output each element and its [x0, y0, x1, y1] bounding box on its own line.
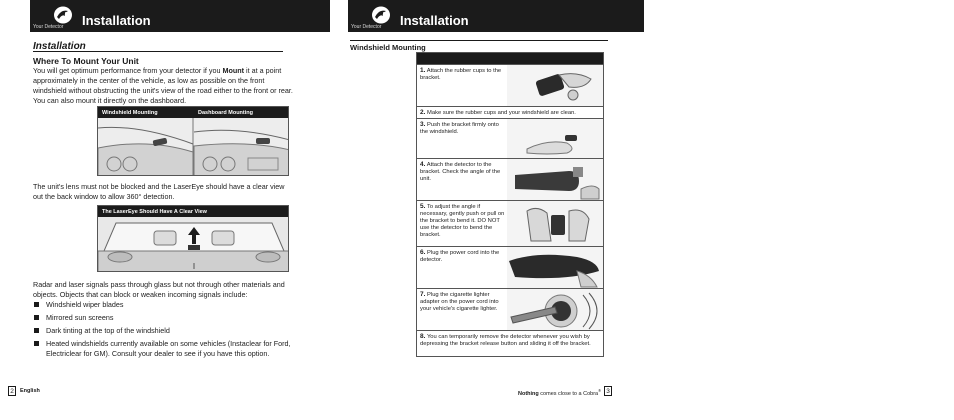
- cobra-logo-icon: [52, 5, 74, 25]
- footer-slogan: Nothing comes close to a Cobra®: [518, 388, 602, 397]
- header-title: Installation: [400, 13, 469, 28]
- square-bullet-icon: [34, 302, 39, 307]
- step-illustration: [507, 201, 603, 247]
- square-bullet-icon: [34, 315, 39, 320]
- steps-header-bar: [417, 53, 603, 64]
- step-illustration: [507, 65, 603, 107]
- section-divider: [33, 51, 283, 52]
- intro-paragraph: You will get optimum performance from your detector if you Mount it at a point approximately in the center of the vehicle, as low as possible on the front windshield without obstructing the unit's view of the road either to the front or rear. You can also mount it directly on the dashboard.: [33, 66, 293, 105]
- list-item: Windshield wiper blades: [34, 300, 296, 310]
- right-page: [348, 0, 664, 420]
- section-divider: [350, 40, 608, 41]
- step-row: 1. Attach the rubber cups to the bracket.: [417, 64, 603, 106]
- figure-header: [98, 206, 288, 217]
- header-title: Installation: [82, 13, 151, 28]
- step-illustration: [507, 159, 603, 201]
- clear-view-figure: [97, 205, 289, 272]
- list-item: Mirrored sun screens: [34, 313, 296, 323]
- step-illustration: [507, 247, 603, 289]
- car-interior-illustration: [98, 217, 289, 272]
- list-item: Dark tinting at the top of the windshield: [34, 326, 296, 336]
- figure-label-clear-view: The LaserEye Should Have A Clear View: [102, 208, 207, 215]
- step-row: 6. Plug the power cord into the detector.: [417, 246, 603, 288]
- square-bullet-icon: [34, 328, 39, 333]
- step-row: 7. Plug the cigarette lighter adapter on the power cord into your vehicle's cigarette lighter.: [417, 288, 603, 330]
- lens-paragraph: The unit's lens must not be blocked and the LaserEye should have a clear view out the back window to allow 360° detection.: [33, 182, 285, 201]
- section-title: Windshield Mounting: [350, 43, 426, 52]
- footer-language: English: [20, 388, 40, 394]
- left-page: [10, 0, 346, 420]
- page-header: [30, 0, 330, 32]
- cobra-logo-icon: [370, 5, 392, 25]
- page-number: 2: [8, 386, 16, 396]
- obstruction-list: [34, 300, 296, 362]
- subheading: Where To Mount Your Unit: [33, 56, 139, 66]
- square-bullet-icon: [34, 341, 39, 346]
- figure-label-windshield: Windshield Mounting: [102, 109, 158, 116]
- figure-label-dashboard: Dashboard Mounting: [198, 109, 253, 116]
- mounting-illustration: [98, 118, 289, 176]
- step-row: 4. Attach the detector to the bracket. Check the angle of the unit.: [417, 158, 603, 200]
- page-header: [348, 0, 644, 32]
- step-row: 8. You can temporarily remove the detector whenever you wish by depressing the bracket release button and sliding it off the bracket.: [417, 330, 603, 356]
- step-illustration: [507, 289, 603, 331]
- steps-table: [416, 52, 604, 357]
- header-subtitle: Your Detector: [351, 24, 382, 30]
- list-item: Heated windshields currently available on some vehicles (Instaclear for Ford, Electriclear for GM). Consult your dealer to see if you have this option.: [34, 339, 296, 359]
- step-illustration: [507, 119, 603, 159]
- bold-term: Mount: [222, 66, 245, 75]
- step-row: 2. Make sure the rubber cups and your windshield are clean.: [417, 106, 603, 118]
- signals-paragraph: Radar and laser signals pass through glass but not through other materials and objects. Objects that can block or weaken incoming signals include:: [33, 280, 285, 299]
- figure-header: [98, 107, 288, 118]
- section-title: Installation: [33, 41, 86, 52]
- step-row: 3. Push the bracket firmly onto the windshield.: [417, 118, 603, 158]
- step-row: 5. To adjust the angle if necessary, gently push or pull on the bracket to bend it. DO NOT use the detector to bend the bracket.: [417, 200, 603, 246]
- header-subtitle: Your Detector: [33, 24, 64, 30]
- mounting-figure: [97, 106, 289, 176]
- page-number: 3: [604, 386, 612, 396]
